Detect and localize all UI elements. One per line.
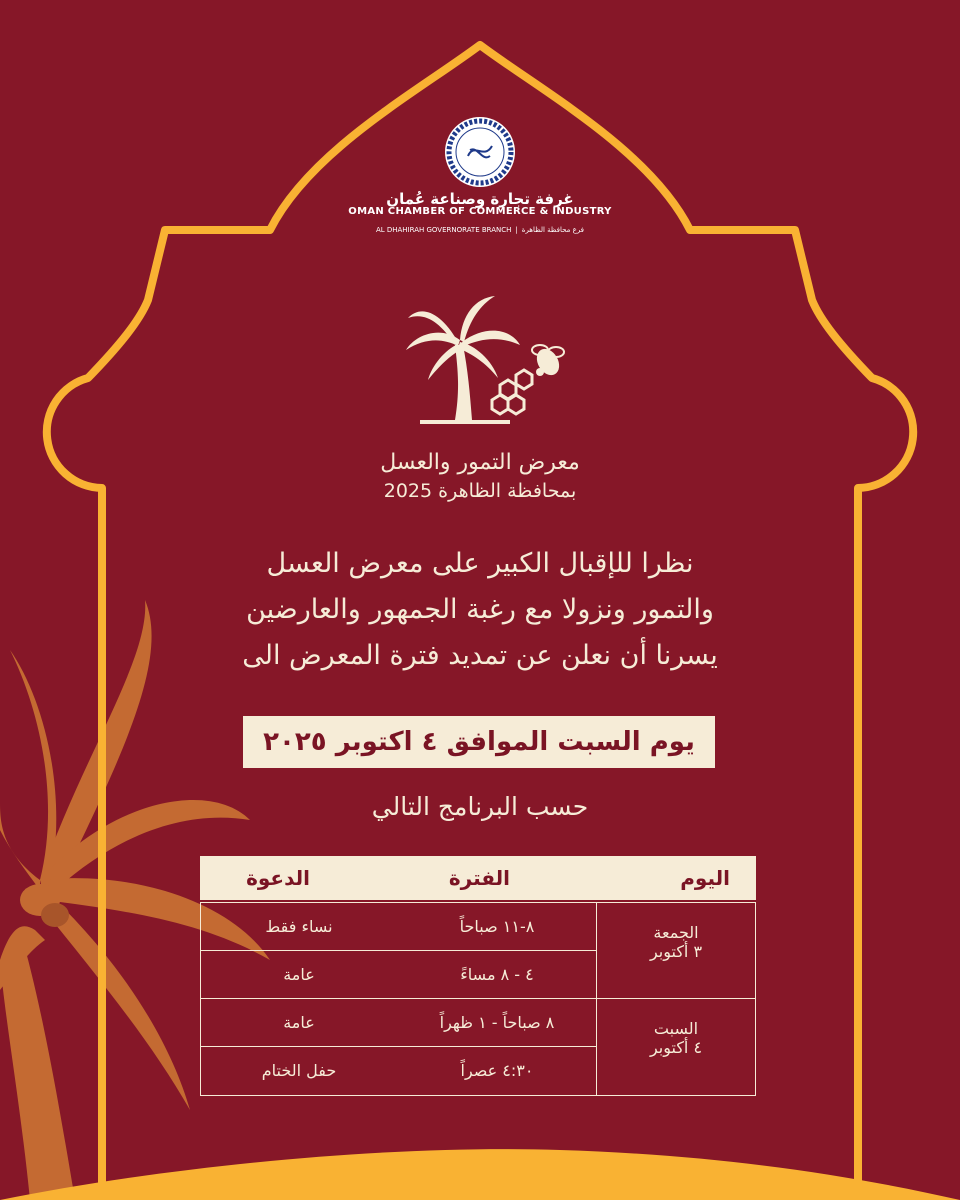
schedule-table [200, 856, 756, 1096]
exhibition-subtitle: بمحافظة الظاهرة 2025 [383, 480, 577, 502]
chamber-seal-icon [444, 116, 516, 188]
day-divider [201, 998, 755, 999]
announcement-line-1: نظرا للإقبال الكبير على معرض العسل [266, 548, 694, 579]
sand-dune [0, 1149, 960, 1200]
day-date: ٤ أكتوبر [649, 1038, 703, 1057]
schedule-body [200, 902, 756, 1096]
day-name: الجمعة [653, 923, 699, 942]
program-heading: حسب البرنامج التالي [371, 792, 589, 821]
slot-invitation: عامة [283, 1013, 315, 1032]
day-saturday [597, 1019, 755, 1057]
slot-period: ٨-١١ صباحاً [459, 917, 535, 936]
slot-divider [201, 1046, 597, 1047]
exhibition-title: معرض التمور والعسل [380, 450, 580, 475]
announcement-line-3: يسرنا أن نعلن عن تمديد فترة المعرض الى [242, 640, 718, 671]
logo-english-name: OMAN CHAMBER OF COMMERCE & INDUSTRY [348, 206, 612, 217]
day-friday [597, 923, 755, 961]
logo-branch: AL DHAHIRAH GOVERNORATE BRANCH | فرع محافظة الظاهرة [375, 226, 585, 234]
slot-invitation: حفل الختام [261, 1061, 337, 1080]
logo-branch-en: AL DHAHIRAH GOVERNORATE BRANCH [375, 226, 512, 234]
slot-divider [201, 950, 597, 951]
header-period: الفترة [448, 866, 510, 890]
logo-arabic-name: غرفة تجارة وصناعة عُمان [386, 190, 574, 208]
day-date: ٣ أكتوبر [649, 942, 703, 961]
header-day: اليوم [680, 866, 730, 890]
slot-invitation: عامة [283, 965, 315, 984]
date-banner: يوم السبت الموافق ٤ اكتوبر ٢٠٢٥ [243, 716, 715, 768]
slot-period: ٨ صباحاً - ١ ظهراً [439, 1013, 555, 1032]
header-invitation: الدعوة [246, 866, 310, 890]
palm-tree-honeycomb-bee-icon [400, 290, 570, 430]
slot-invitation: نساء فقط [265, 917, 333, 936]
schedule-header-row [200, 856, 756, 900]
slot-period: ٤:٣٠ عصراً [460, 1061, 534, 1080]
announcement-line-2: والتمور ونزولا مع رغبة الجمهور والعارضين [246, 594, 714, 625]
day-name: السبت [653, 1019, 699, 1038]
slot-period: ٤ - ٨ مساءً [460, 965, 534, 984]
logo-branch-ar: فرع محافظة الظاهرة [521, 226, 585, 234]
